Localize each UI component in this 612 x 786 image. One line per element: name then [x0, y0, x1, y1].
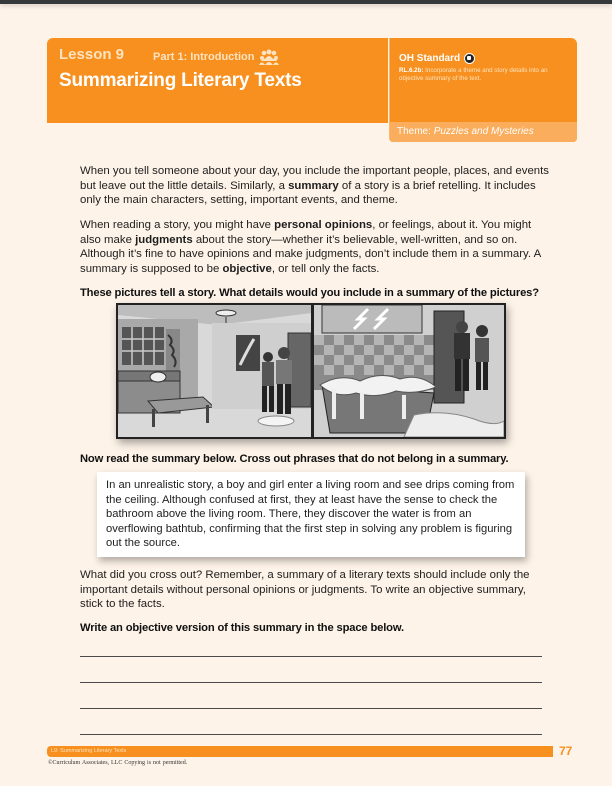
crossout-prompt: Now read the summary below. Cross out phrases that do not belong in a summary.	[80, 453, 509, 465]
standard-title-text: OH Standard	[399, 53, 461, 64]
footer-lesson-label: L9: Summarizing Literary Texts	[51, 748, 127, 754]
intro-paragraph-2	[80, 218, 550, 276]
part-label-text: Part 1: Introduction	[153, 51, 255, 63]
standard-description	[399, 67, 569, 82]
term-summary: summary	[288, 179, 339, 192]
page-number: 77	[559, 744, 573, 758]
write-prompt: Write an objective version of this summary in the space below.	[80, 622, 404, 634]
copyright-notice: ©Curriculum Associates, LLC Copying is not permitted.	[48, 760, 188, 766]
part-label	[153, 49, 280, 65]
picture-prompt: These pictures tell a story. What details would you include in a summary of the pictures?	[80, 287, 539, 299]
standard-description-text: Incorporate a theme and story details into an objective summary of the text.	[399, 67, 548, 82]
group-people-icon	[258, 49, 280, 65]
term-personal-opinions: personal opinions	[274, 219, 373, 231]
standard-panel	[389, 38, 577, 142]
text-run: about the story—whether it’s believable, well-written, and so on. Although it’s fine to have opinions and make judgments, don’t include them in a summary. A summary is supposed to be	[80, 233, 541, 275]
living-room-ceiling-drip-illustration	[118, 305, 311, 437]
reflection-paragraph: What did you cross out? Remember, a summary of a literary texts should include only the important details without personal opinions or judgments. To write an objective summary, stick to the facts.	[80, 569, 530, 611]
term-objective: objective	[222, 262, 272, 275]
ohio-state-icon	[464, 53, 475, 64]
answer-line-3[interactable]	[80, 708, 542, 709]
standard-code: RL.6.2b:	[399, 67, 424, 74]
term-judgments: judgments	[135, 233, 193, 246]
text-run: When reading a story, you might have	[80, 219, 275, 231]
lesson-number: Lesson 9	[59, 46, 125, 63]
theme-strip	[390, 122, 577, 142]
answer-line-4[interactable]	[80, 734, 542, 735]
story-pictures	[116, 303, 506, 439]
lesson-title: Summarizing Literary Texts	[59, 70, 302, 91]
text-run: When you tell someone about your day, you include the important people, places, and events but leave out the little details. Similarly, a	[80, 165, 549, 192]
viewer-top-bar	[0, 0, 612, 4]
footer-lesson-bar	[47, 746, 553, 757]
lesson-header	[47, 38, 388, 123]
summary-text[interactable]: In an unrealistic story, a boy and girl enter a living room and see drips coming from the ceiling. Although confused at first, they at least have the sense to check the bathroom above the living room. There, they discover the water is from an overflowing bathtub, confirming that the first step in solving any problem is figuring out the source.	[106, 479, 515, 550]
theme-label: Theme:	[397, 126, 434, 137]
text-run: of a story is a brief retelling. It includes only the main characters, setting, important events, and theme.	[80, 179, 536, 207]
overflowing-bathtub-illustration	[314, 305, 504, 437]
answer-line-1[interactable]	[80, 656, 542, 657]
theme-value: Puzzles and Mysteries	[433, 126, 534, 137]
text-run: , or feelings, about it. You might also make	[80, 219, 532, 246]
standard-title	[399, 53, 475, 64]
answer-line-2[interactable]	[80, 682, 542, 683]
summary-passage[interactable]	[97, 472, 525, 557]
text-run: , or tell only the facts.	[271, 262, 380, 275]
intro-paragraph-1	[80, 164, 550, 208]
